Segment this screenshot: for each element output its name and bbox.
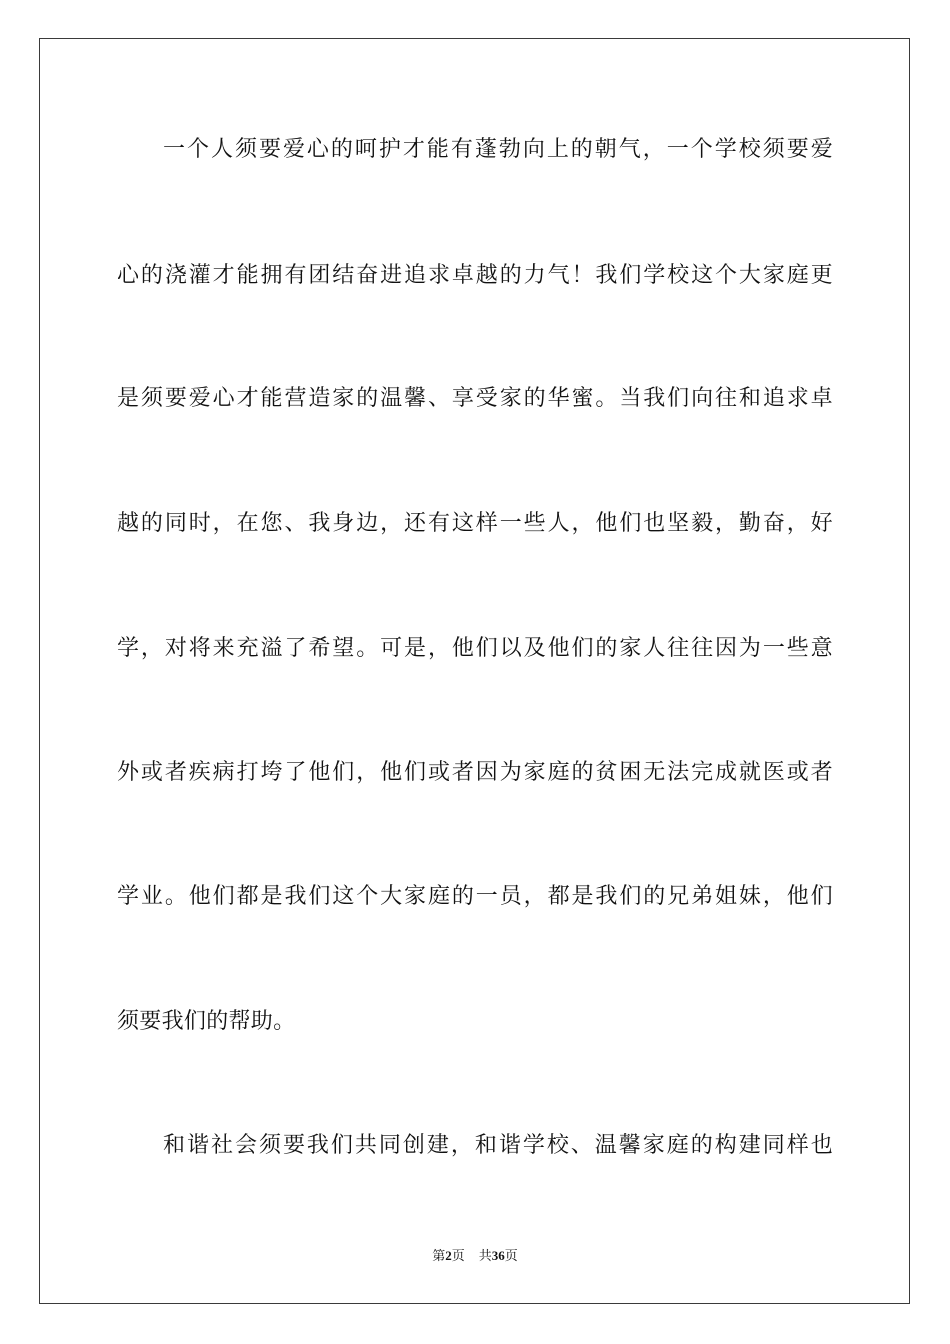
footer-page-prefix: 第 <box>432 1249 446 1264</box>
page-border <box>39 38 910 1304</box>
paragraph-1-line-6: 外或者疾病打垮了他们，他们或者因为家庭的贫困无法完成就医或者 <box>117 760 833 785</box>
footer-total-suffix: 页 <box>504 1249 518 1264</box>
paragraph-2-line-1: 和谐社会须要我们共同创建，和谐学校、温馨家庭的构建同样也 <box>163 1133 833 1158</box>
footer-total-pages: 36 <box>491 1248 505 1263</box>
footer-page-suffix: 页 <box>451 1249 465 1264</box>
paragraph-1-line-5: 学，对将来充溢了希望。可是，他们以及他们的家人往往因为一些意 <box>117 636 833 661</box>
paragraph-1-line-7: 学业。他们都是我们这个大家庭的一员，都是我们的兄弟姐妹，他们 <box>117 884 833 909</box>
paragraph-1-line-1: 一个人须要爱心的呵护才能有蓬勃向上的朝气，一个学校须要爱 <box>163 137 833 162</box>
footer-total-prefix: 共 <box>478 1249 492 1264</box>
paragraph-1-line-4: 越的同时，在您、我身边，还有这样一些人，他们也坚毅，勤奋，好 <box>117 511 833 536</box>
paragraph-1-line-3: 是须要爱心才能营造家的温馨、享受家的华蜜。当我们向往和追求卓 <box>117 386 833 411</box>
paragraph-1-line-8: 须要我们的帮助。 <box>117 1009 296 1034</box>
page-footer <box>0 1248 950 1265</box>
footer-page-number: 2 <box>445 1248 452 1263</box>
paragraph-1-line-2: 心的浇灌才能拥有团结奋进追求卓越的力气！我们学校这个大家庭更 <box>117 263 833 288</box>
